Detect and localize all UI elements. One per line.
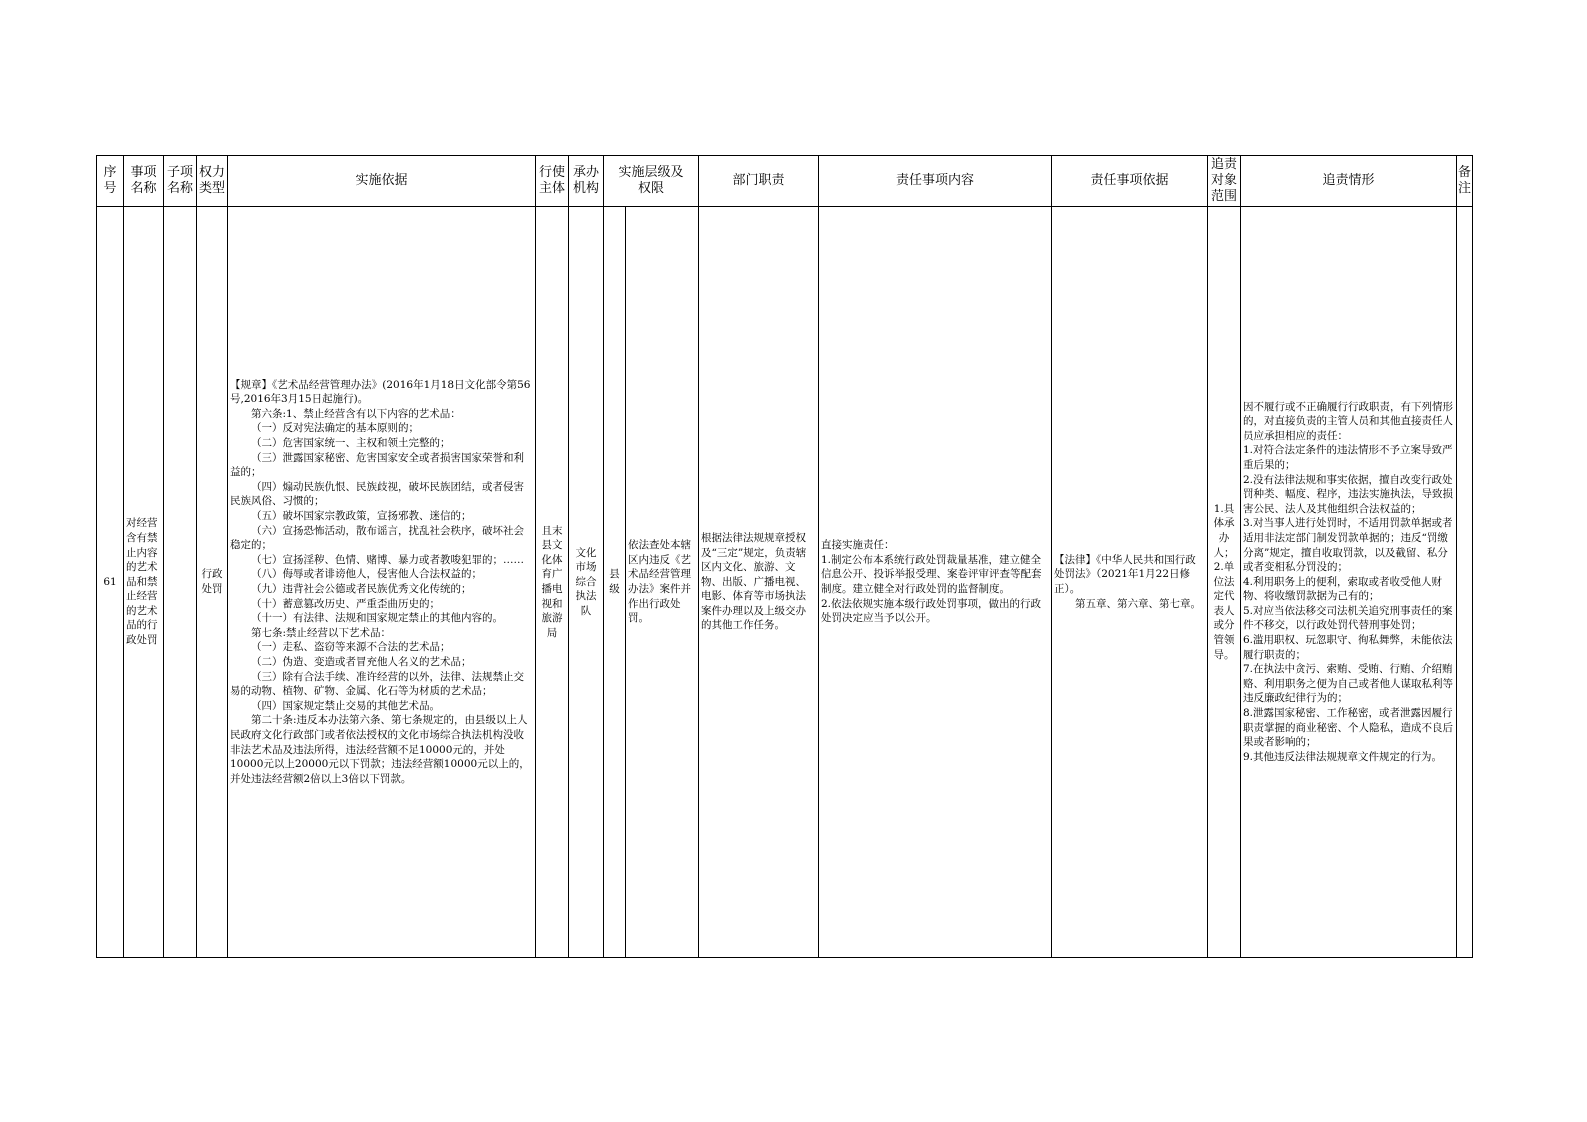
row-power-type: 行政处罚: [197, 207, 228, 958]
account-case-line: 因不履行或不正确履行行政职责，有下列情形的，对直接负责的主管人员和其他直接责任人员应承担相应的责任：: [1243, 400, 1453, 442]
row-dept-duty: 根据法律法规规章授权及“三定”规定，负责辖区内文化、旅游、文物、出版、广播电视、电影、体育等市场执法案件办理以及上级交办的其他工作任务。: [699, 207, 819, 958]
basis-line: （四）国家规定禁止交易的其他艺术品。: [251, 699, 440, 712]
basis-line: 【规章】《艺术品经营管理办法》(2016年1月18日文化部令第56号,2016年3月15日起施行)。: [230, 378, 531, 406]
header-power-type: 权力类型: [197, 156, 228, 207]
header-dept-duty: 部门职责: [699, 156, 819, 207]
header-resp-content: 责任事项内容: [819, 156, 1052, 207]
row-basis: [228, 207, 536, 958]
header-level-scope: 实施层级及权限: [604, 156, 699, 207]
table-row: [97, 207, 1473, 958]
basis-line: （三）除有合法手续、准许经营的以外，法律、法规禁止交易的动物、植物、矿物、金属、化石等为材质的艺术品；: [230, 670, 524, 698]
header-sub-item: 子项名称: [164, 156, 197, 207]
header-resp-basis: 责任事项依据: [1052, 156, 1208, 207]
resp-basis-line: 第五章、第六章、第七章。: [1075, 597, 1201, 610]
header-seq: 序号: [97, 156, 124, 207]
header-subject: 行使主体: [536, 156, 569, 207]
basis-line: （二）危害国家统一、主权和领土完整的；: [251, 437, 451, 450]
row-scope: 依法查处本辖区内违反《艺术品经营管理办法》案件并作出行政处罚。: [626, 207, 699, 958]
basis-line: 第七条:禁止经营以下艺术品：: [251, 626, 392, 639]
row-remark: [1457, 207, 1473, 958]
basis-line: （六）宣扬恐怖活动，散布谣言，扰乱社会秩序，破坏社会稳定的；: [230, 524, 524, 552]
row-item-name: 对经营含有禁止内容的艺术品和禁止经营的艺术品的行政处罚: [124, 207, 164, 958]
basis-line: （四）煽动民族仇恨、民族歧视，破坏民族团结，或者侵害民族风俗、习惯的；: [230, 480, 524, 508]
row-account-scope: 1.具体承办人；2.单位法定代表人或分管领导。: [1208, 207, 1241, 958]
row-sub-item: [164, 207, 197, 958]
row-resp-content: [819, 207, 1052, 958]
account-case-line: 5.对应当依法移交司法机关追究刑事责任的案件不移交，以行政处罚代替刑事处罚；: [1243, 604, 1453, 632]
basis-line: （七）宣扬淫秽、色情、赌博、暴力或者教唆犯罪的；……: [251, 553, 524, 566]
basis-line: （九）违背社会公德或者民族优秀文化传统的；: [251, 583, 472, 595]
basis-line: （五）破坏国家宗教政策，宣扬邪教、迷信的；: [251, 510, 472, 523]
header-row: [97, 156, 1473, 207]
resp-basis-line: 【法律】《中华人民共和国行政处罚法》（2021年1月22日修正）。: [1054, 553, 1196, 595]
row-seq: 61: [97, 207, 124, 958]
row-undertaker: 文化市场综合执法队: [569, 207, 604, 958]
basis-line: （二）伪造、变造或者冒充他人名义的艺术品；: [251, 655, 472, 668]
account-case-line: 2.没有法律法规和事实依据，擅自改变行政处罚种类、幅度、程序，违法实施执法，导致损害公民、法人及其他组织合法权益的；: [1243, 473, 1453, 515]
account-case-line: 6.滥用职权、玩忽职守、徇私舞弊，未能依法履行职责的；: [1243, 634, 1453, 661]
resp-content-line: 1.制定公布本系统行政处罚裁量基准，建立健全信息公开、投诉举报受理、案卷评审评查等配套制度。建立健全对行政处罚的监督制度。: [821, 553, 1042, 595]
account-case-line: 3.对当事人进行处罚时，不适用罚款单据或者适用非法定部门制发罚款单据的；违反“罚缴分离”规定，擅自收取罚款，以及截留、私分或者变相私分罚没的；: [1243, 517, 1453, 574]
account-case-line: 7.在执法中贪污、索贿、受贿、行贿、介绍贿赂、利用职务之便为自己或者他人谋取私利等违反廉政纪律行为的；: [1243, 663, 1453, 705]
header-basis: 实施依据: [228, 156, 536, 207]
row-subject: 且末县文化体育广播电视和旅游局: [536, 207, 569, 958]
header-undertaker: 承办机构: [569, 156, 604, 207]
permission-table: [96, 155, 1473, 958]
header-account-case: 追责情形: [1241, 156, 1457, 207]
basis-line: 第二十条:违反本办法第六条、第七条规定的，由县级以上人民政府文化行政部门或者依法授权的文化市场综合执法机构没收非法艺术品及违法所得，违法经营额不足10000元的，并处10000元以上20000元以下罚款；违法经营额10000元以上的，并处违法经营额2倍以上3倍以下罚款。: [230, 714, 530, 785]
row-level: 县级: [604, 207, 626, 958]
basis-line: （一）走私、盗窃等来源不合法的艺术品；: [251, 641, 451, 654]
header-account-scope: 追责对象范围: [1208, 156, 1241, 207]
basis-line: （十）蓄意篡改历史、严重歪曲历史的；: [251, 597, 440, 610]
basis-line: （三）泄露国家秘密、危害国家安全或者损害国家荣誉和利益的；: [230, 451, 524, 479]
resp-content-line: 2.依法依规实施本级行政处罚事项，做出的行政处罚决定应当予以公开。: [821, 597, 1042, 625]
header-remark: 备注: [1457, 156, 1473, 207]
row-resp-basis: [1052, 207, 1208, 958]
basis-line: 第六条:1、禁止经营含有以下内容的艺术品：: [251, 407, 461, 420]
account-case-line: 8.泄露国家秘密、工作秘密，或者泄露因履行职责掌握的商业秘密、个人隐私，造成不良后果或者影响的；: [1243, 707, 1453, 749]
basis-line: （一）反对宪法确定的基本原则的；: [251, 422, 419, 435]
account-case-line: 4.利用职务上的便利，索取或者收受他人财物、将收缴罚款据为己有的；: [1243, 575, 1443, 603]
account-case-line: 9.其他违反法律法规规章文件规定的行为。: [1243, 750, 1443, 763]
header-item-name: 事项名称: [124, 156, 164, 207]
account-case-line: 1.对符合法定条件的违法情形不予立案导致严重后果的；: [1243, 444, 1453, 471]
resp-content-line: 直接实施责任：: [821, 539, 895, 552]
basis-line: （十一）有法律、法规和国家规定禁止的其他内容的。: [251, 612, 503, 625]
basis-line: （八）侮辱或者诽谤他人，侵害他人合法权益的；: [251, 568, 482, 581]
row-account-case: [1241, 207, 1457, 958]
